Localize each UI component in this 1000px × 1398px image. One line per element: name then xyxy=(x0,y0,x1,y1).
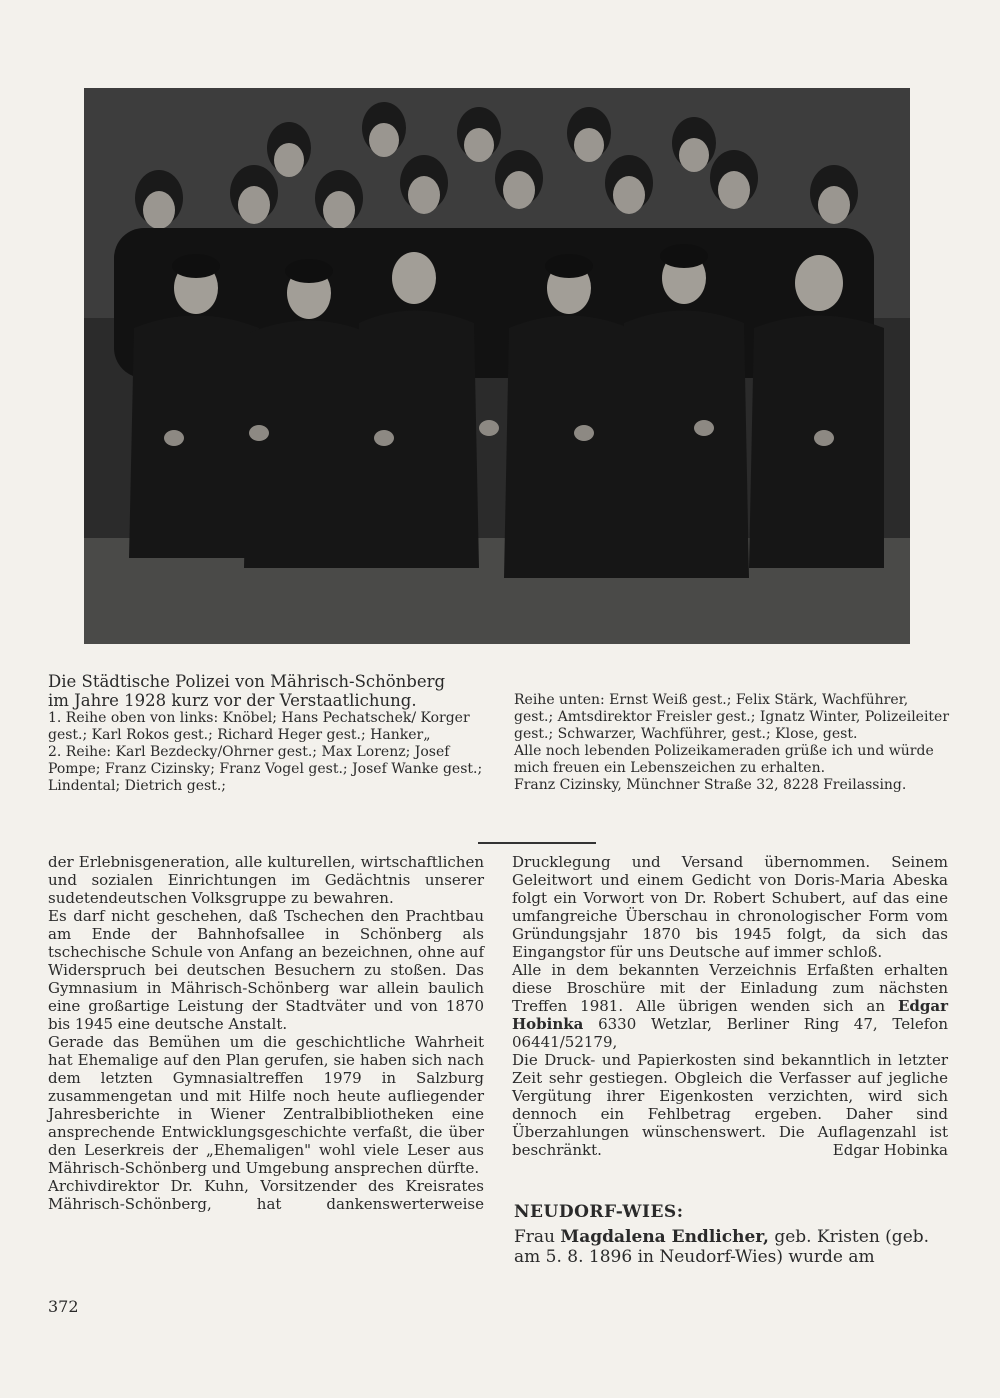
author-signature: Edgar Hobinka xyxy=(832,1141,948,1159)
section-heading: NEUDORF-WIES: xyxy=(514,1202,684,1222)
paragraph-text: Die Druck- und Papierkosten sind bekanntlich in letzter Zeit sehr gestiegen. Obgleich die Verfasser auf jegliche Vergütung ihrer Eigenkosten verzichten, wird sich dennoch ein Fehlbetrag ergeben. Daher sind Überzahlungen wünschenswert. Die Auflagenzahl ist beschränkt. xyxy=(512,1051,948,1159)
group-photo-police-officers-icon xyxy=(84,88,910,644)
page-number: 372 xyxy=(48,1297,79,1316)
caption-row3: Reihe unten: Ernst Weiß gest.; Felix Stärk, Wachführer, gest.; Amtsdirektor Freisler gest.; Ignatz Winter, Polizeileiter gest.; Schwarzer, Wachführer, gest.; Klose, gest. xyxy=(514,692,950,742)
caption-row2-label: 2. Reihe: xyxy=(48,744,112,760)
section-text xyxy=(514,1227,950,1267)
contact-address: 6330 Wetzlar, Berliner Ring 47, Telefon 06441/52179, xyxy=(512,1015,948,1051)
photo-caption-right xyxy=(514,692,950,794)
caption-title-line1: Die Städtische Polizei von Mährisch-Schönberg xyxy=(48,672,446,691)
caption-row2-text: Karl Bezdecky/Ohrner gest.; Max Lorenz; Josef Pompe; Franz Cizinsky; Franz Vogel gest.; Josef Wanke gest.; Lindental; Dietrich gest.; xyxy=(48,744,483,794)
paragraph-text: Alle in dem bekannten Verzeichnis Erfaßten erhalten diese Broschüre mit der Einladung zum nächsten Treffen 1981. Alle übrigen wenden sich an xyxy=(512,961,948,1015)
article-column-right xyxy=(512,853,948,1159)
paragraph: der Erlebnisgeneration, alle kulturellen, wirtschaftlichen und sozialen Einrichtungen im Gedächtnis unserer sudetendeutschen Volksgruppe zu bewahren. xyxy=(48,853,484,907)
divider-rule xyxy=(478,842,596,844)
caption-title-line2: im Jahre 1928 kurz vor der Verstaatlichung. xyxy=(48,691,417,710)
paragraph: Gerade das Bemühen um die geschichtliche Wahrheit hat Ehemalige auf den Plan gerufen, sie haben sich nach dem letzten Gymnasialtreffen 1979 in Salzburg zusammengetan und mit Hilfe noch heute aufliegender Jahresberichte in Wiener Zentralbibliotheken eine ansprechende Entwicklungsgeschichte verfaßt, die über den Leserkreis der „Ehemaligen" wohl viele Leser aus Mährisch-Schönberg und Umgebung ansprechen dürfte. xyxy=(48,1033,484,1177)
paragraph xyxy=(512,961,948,1051)
caption-row1-text: Knöbel; Hans Pechatschek/ Korger gest.; Karl Rokos gest.; Richard Heger gest.; Hanker„ xyxy=(48,710,470,743)
caption-row1 xyxy=(48,710,488,744)
person-name: Magdalena Endlicher, xyxy=(560,1227,769,1247)
paragraph: Es darf nicht geschehen, daß Tschechen den Prachtbau am Ende der Bahnhofsallee in Schönberg als tschechische Schule von Anfang an bezeichnen, ohne auf Widerspruch bei deutschen Besuchern zu stoßen. Das Gymnasium in Mährisch-Schönberg war allein baulich eine großartige Leistung der Stadtväter und von 1870 bis 1945 eine deutsche Anstalt. xyxy=(48,907,484,1033)
caption-sender: Franz Cizinsky, Münchner Straße 32, 8228 Freilassing. xyxy=(514,777,907,793)
section-text-pre: Frau xyxy=(514,1227,556,1247)
caption-row2 xyxy=(48,744,488,795)
article-column-left xyxy=(48,853,484,1213)
paragraph: Archivdirektor Dr. Kuhn, Vorsitzender des Kreisrates Mährisch-Schönberg, hat dankenswerterweise xyxy=(48,1177,484,1213)
contact-name: Edgar Hobinka xyxy=(512,997,948,1033)
caption-greeting: Alle noch lebenden Polizeikameraden grüße ich und würde mich freuen ein Lebenszeichen zu erhalten. xyxy=(514,743,934,776)
photo-caption-left xyxy=(48,672,488,795)
paragraph xyxy=(512,1051,948,1159)
caption-row1-label: 1. Reihe oben von links: xyxy=(48,710,219,726)
section-text-post: geb. Kristen (geb. am 5. 8. 1896 in Neudorf-Wies) wurde am xyxy=(514,1227,930,1267)
paragraph: Drucklegung und Versand übernommen. Seinem Geleitwort und einem Gedicht von Doris-Maria Abeska folgt ein Vorwort von Dr. Robert Schubert, auf das eine umfangreiche Überschau in chronologischer Form vom Gründungsjahr 1870 bis 1945 folgt, da sich das Eingangstor für uns Deutsche auf immer schloß. xyxy=(512,853,948,961)
group-photo xyxy=(84,88,910,644)
